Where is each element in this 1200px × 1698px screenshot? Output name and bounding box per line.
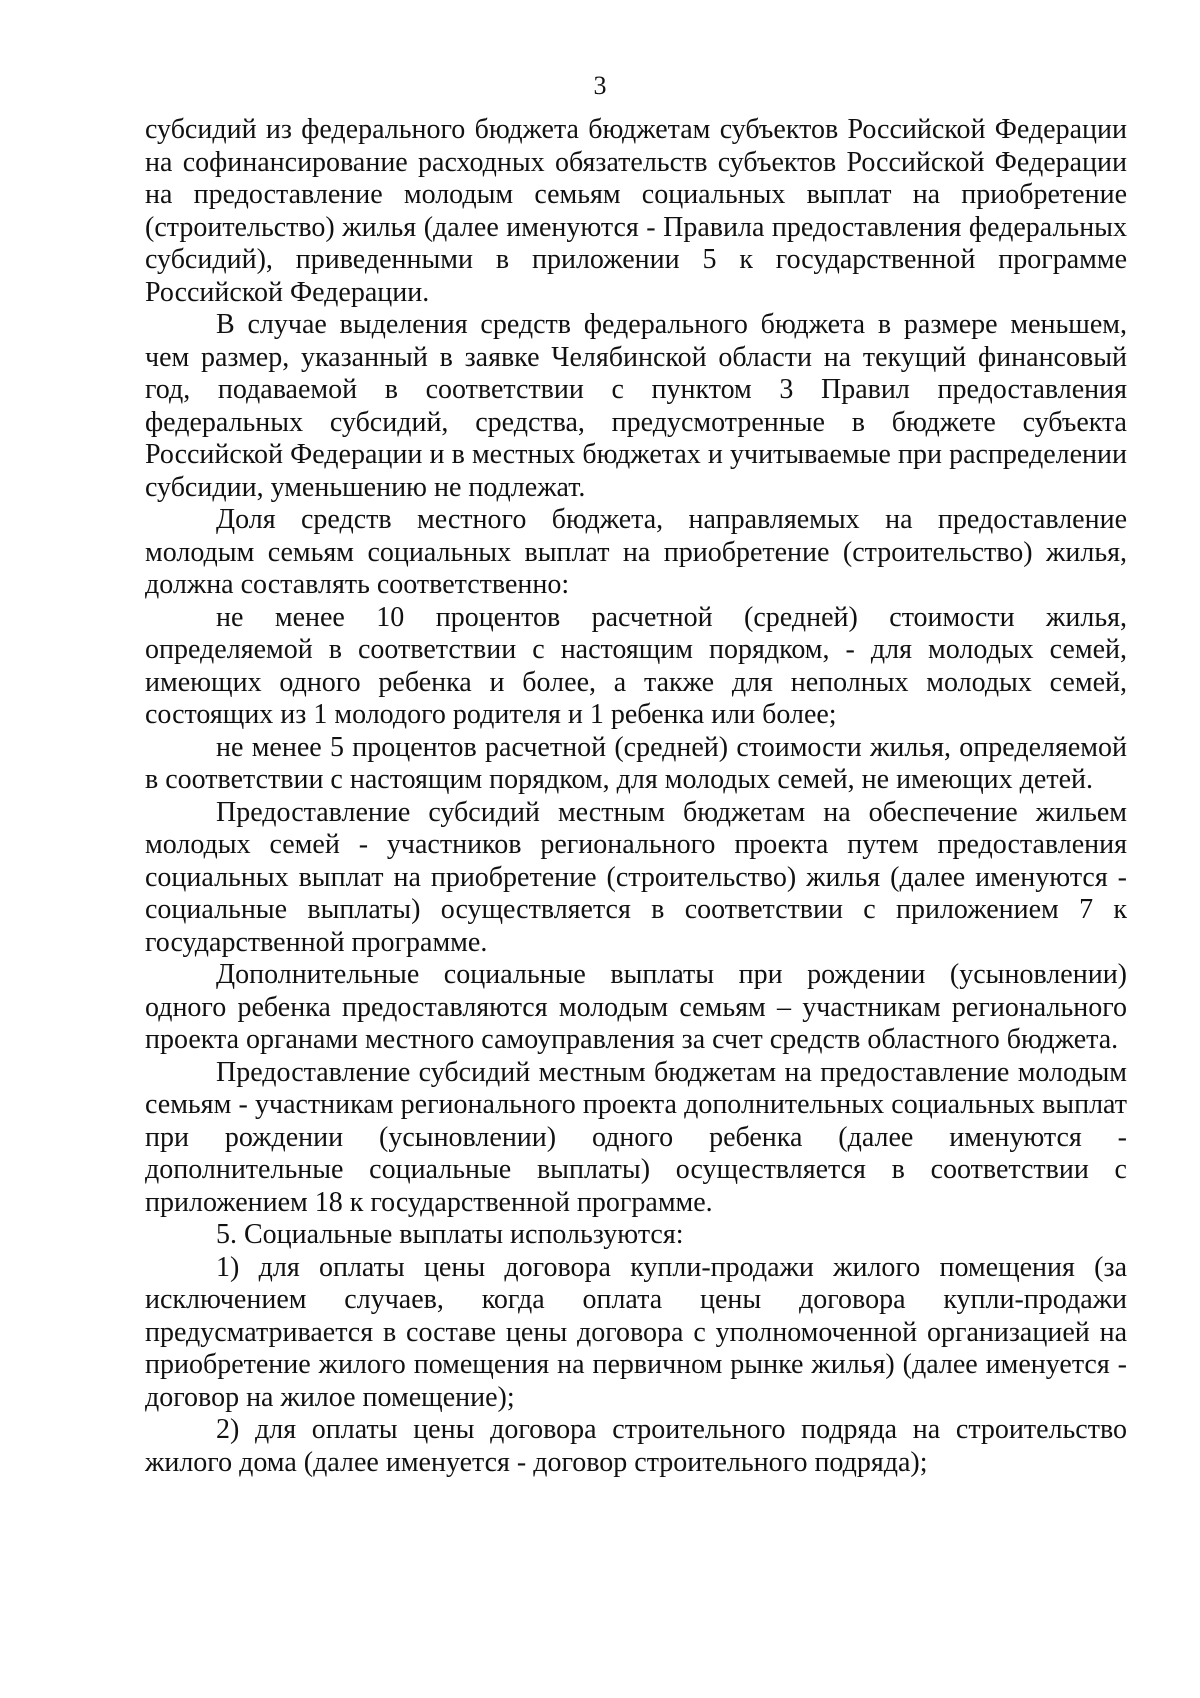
paragraph-subsidy-provision: Предоставление субсидий местным бюджетам на обеспечение жильем молодых семей - участников регионального проекта путем предоставления социальных выплат на приобретение (строительство) жилья (далее именуются - социальные выплаты) осуществляется в соответствии с приложением 7 к государственной программе.: [145, 796, 1127, 958]
paragraph-federal-budget-shortfall: В случае выделения средств федерального бюджета в размере меньшем, чем размер, указанный в заявке Челябинской области на текущий финансовый год, подаваемой в соответствии с пунктом 3 Правил предоставления федеральных субсидий, средства, предусмотренные в бюджете субъекта Российской Федерации и в местных бюджетах и учитываемые при распределении субсидии, уменьшению не подлежат.: [145, 309, 1127, 503]
paragraph-item-1: 1) для оплаты цены договора купли-продажи жилого помещения (за исключением случаев, когда оплата цены договора купли-продажи предусматривается в составе цены договора с уполномоченной организацией на приобретение жилого помещения на первичном рынке жилья) (далее именуется - договор на жилое помещение);: [145, 1251, 1127, 1413]
paragraph-local-budget-share: Доля средств местного бюджета, направляемых на предоставление молодым семьям социальных выплат на приобретение (строительство) жилья, должна составлять соответственно:: [145, 504, 1127, 600]
paragraph-section-5-heading: 5. Социальные выплаты используются:: [216, 1219, 684, 1250]
paragraph-additional-subsidy-provision: Предоставление субсидий местным бюджетам на предоставление молодым семьям - участникам регионального проекта дополнительных социальных выплат при рождении (усыновлении) одного ребенка (далее именуются - дополнительные социальные выплаты) осуществляется в соответствии с приложением 18 к государственной программе.: [145, 1056, 1127, 1218]
paragraph-share-families-with-children: не менее 10 процентов расчетной (средней) стоимости жилья, определяемой в соответствии с настоящим порядком, - для молодых семей, имеющих одного ребенка и более, а также для неполных молодых семей, состоящих из 1 молодого родителя и 1 ребенка или более;: [145, 601, 1127, 730]
paragraph-continuation: субсидий из федерального бюджета бюджетам субъектов Российской Федерации на софинансирование расходных обязательств субъектов Российской Федерации на предоставление молодым семьям социальных выплат на приобретение (строительство) жилья (далее именуются - Правила предоставления федеральных субсидий), приведенными в приложении 5 к государственной программе Российской Федерации.: [145, 114, 1127, 308]
paragraph-item-2: 2) для оплаты цены договора строительного подряда на строительство жилого дома (далее именуется - договор строительного подряда);: [145, 1414, 1127, 1478]
paragraph-share-families-without-children: не менее 5 процентов расчетной (средней) стоимости жилья, определяемой в соответствии с настоящим порядком, для молодых семей, не имеющих детей.: [145, 731, 1127, 795]
paragraph-additional-payments: Дополнительные социальные выплаты при рождении (усыновлении) одного ребенка предоставляются молодым семьям – участникам регионального проекта органами местного самоуправления за счет средств областного бюджета.: [145, 959, 1127, 1055]
document-body: [145, 114, 1127, 1479]
page-number: 3: [593, 71, 607, 100]
